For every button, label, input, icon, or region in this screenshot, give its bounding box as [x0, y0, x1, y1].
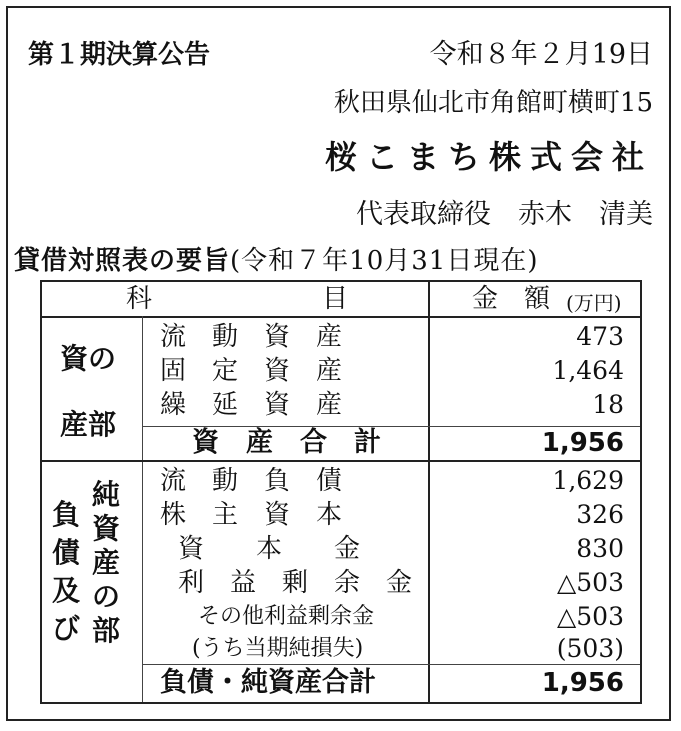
- liabilities-total-divider: [142, 664, 640, 665]
- asset-row-label: 繰 延 資 産: [160, 390, 343, 420]
- liability-row-value: 830: [576, 534, 624, 563]
- liabilities-section-col-1: [52, 496, 88, 648]
- section-char: 資: [92, 512, 121, 545]
- liability-row-label: (うち当期純損失): [192, 636, 364, 661]
- liability-row-value: (503): [556, 634, 624, 663]
- section-char: 産: [92, 546, 121, 579]
- liability-row-label: その他利益剰余金: [198, 604, 375, 629]
- header-divider: [42, 316, 640, 318]
- liability-row-label: 利 益 剰 余 金: [178, 568, 413, 598]
- company-name: 桜こまち株式会社: [324, 138, 653, 176]
- assets-liabilities-divider: [42, 460, 640, 462]
- representative: 代表取締役 赤木 清美: [356, 199, 653, 230]
- amount-column-divider: [428, 282, 430, 702]
- header-amount: 金 額: [472, 284, 551, 314]
- asset-total-label: 資 産 合 計: [192, 427, 381, 458]
- liability-row-value: △503: [557, 568, 624, 597]
- header-unit: (万円): [566, 291, 622, 315]
- liabilities-section-col-2: [92, 478, 128, 648]
- assets-section-label-2: 産部: [60, 408, 117, 441]
- asset-row-value: 18: [592, 390, 624, 419]
- liability-row-value: 1,629: [552, 466, 624, 495]
- asset-row-value: 1,464: [552, 356, 624, 385]
- liability-row-value: 326: [576, 500, 624, 529]
- notice-title: 第１期決算公告: [28, 40, 211, 70]
- asset-row-label: 流 動 資 産: [160, 322, 343, 352]
- liabilities-total-label: 負債・純資産合計: [160, 667, 376, 698]
- asset-row-label: 固 定 資 産: [160, 356, 343, 386]
- balance-sheet-table: [40, 280, 642, 704]
- balance-sheet-heading: [14, 240, 538, 277]
- liabilities-total-value: 1,956: [541, 668, 624, 698]
- section-char: び: [52, 612, 81, 645]
- liability-row-value: △503: [557, 602, 624, 631]
- heading-period: (令和７年10月31日現在): [230, 246, 539, 276]
- section-char: 純: [92, 478, 121, 511]
- asset-row-value: 473: [576, 322, 624, 351]
- section-char: 負: [52, 498, 81, 531]
- section-char: の: [92, 580, 121, 613]
- section-char: 債: [52, 536, 81, 569]
- section-char: 部: [92, 614, 121, 647]
- header-account-right: 目: [322, 284, 349, 314]
- asset-total-value: 1,956: [541, 428, 624, 458]
- assets-section-label-1: 資の: [60, 342, 117, 375]
- company-address: 秋田県仙北市角館町横町15: [333, 88, 653, 118]
- section-char: 及: [52, 574, 81, 607]
- section-column-divider: [142, 316, 143, 702]
- notice-date: 令和８年２月19日: [429, 39, 653, 70]
- header-account-left: 科: [126, 284, 153, 314]
- liability-row-label: 株 主 資 本: [160, 500, 343, 530]
- heading-title: 貸借対照表の要旨: [14, 246, 231, 276]
- liability-row-label: 資 本 金: [178, 534, 361, 564]
- liability-row-label: 流 動 負 債: [160, 466, 343, 496]
